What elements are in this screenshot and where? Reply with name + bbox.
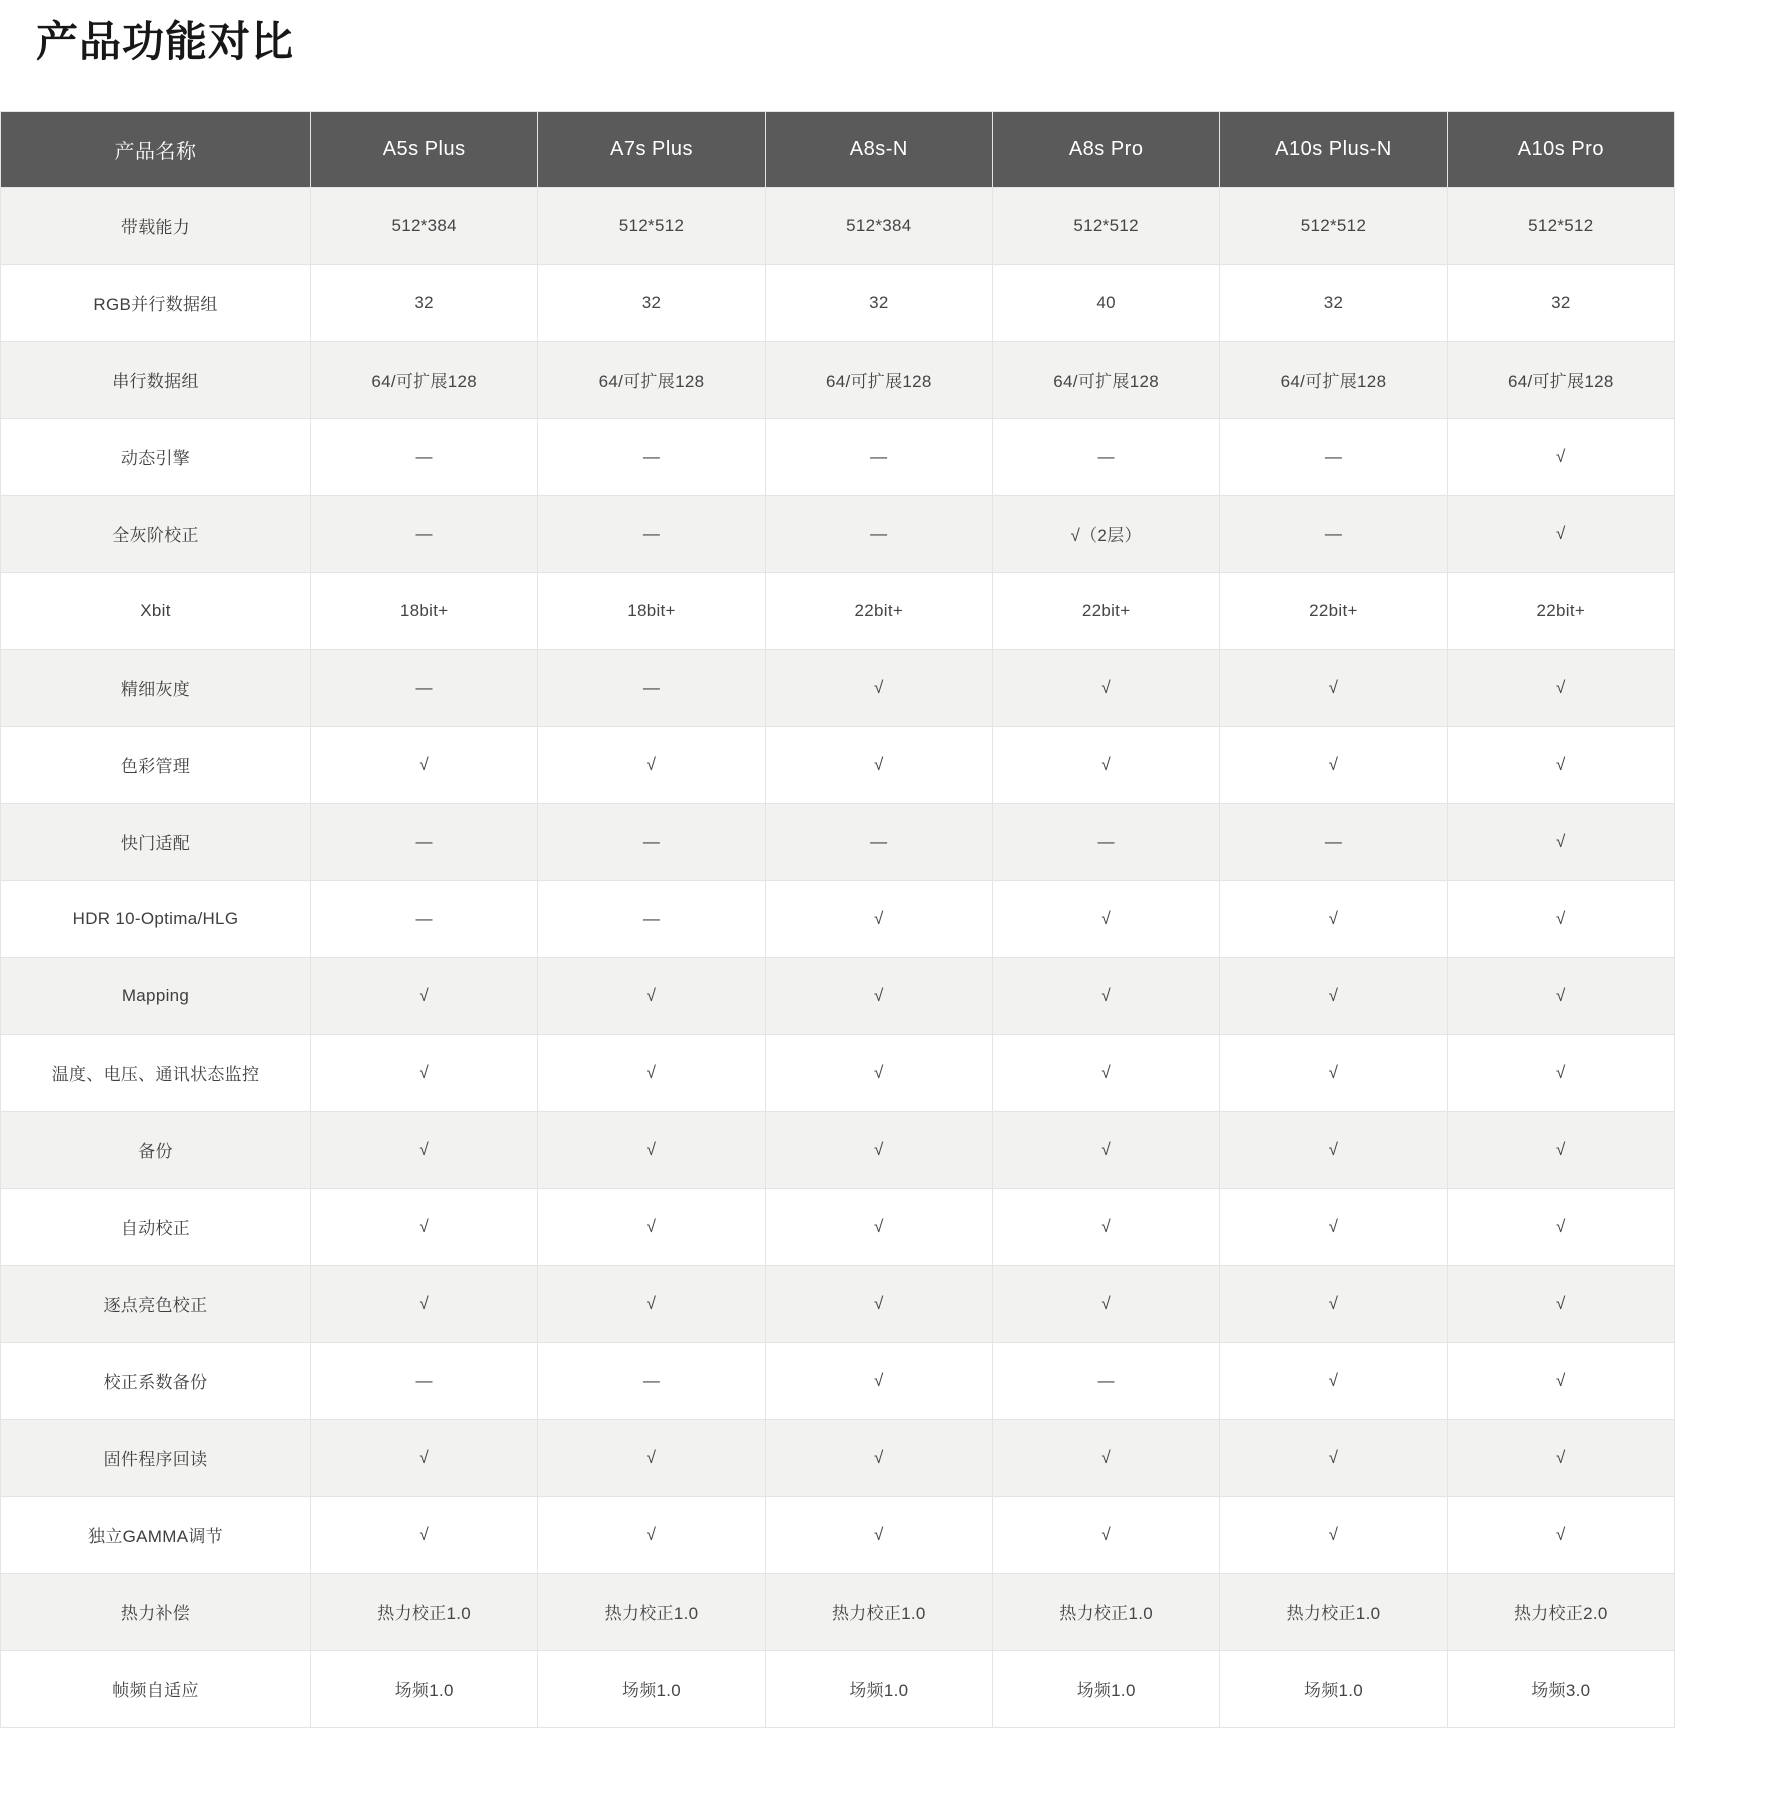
cell-value: 512*512 <box>992 187 1219 264</box>
row-label: 快门适配 <box>1 803 311 880</box>
cell-value: √ <box>992 1111 1219 1188</box>
table-row <box>1 572 1675 649</box>
cell-value: — <box>538 495 765 572</box>
cell-value: √ <box>992 957 1219 1034</box>
cell-value: √ <box>765 880 992 957</box>
table-row <box>1 880 1675 957</box>
row-label: 自动校正 <box>1 1188 311 1265</box>
cell-value: — <box>992 1342 1219 1419</box>
cell-value: — <box>311 649 538 726</box>
cell-value: √ <box>538 1419 765 1496</box>
cell-value: 64/可扩展128 <box>765 341 992 418</box>
table-row <box>1 264 1675 341</box>
page-title: 产品功能对比 <box>36 18 295 65</box>
cell-value: √ <box>765 1496 992 1573</box>
cell-value: 32 <box>538 264 765 341</box>
cell-value: — <box>765 495 992 572</box>
cell-value: √ <box>538 1265 765 1342</box>
cell-value: √ <box>1447 418 1674 495</box>
cell-value: √ <box>1220 880 1447 957</box>
row-label: Xbit <box>1 572 311 649</box>
row-label: 帧频自适应 <box>1 1650 311 1727</box>
row-label: 备份 <box>1 1111 311 1188</box>
table-row <box>1 1573 1675 1650</box>
cell-value: √ <box>1220 1496 1447 1573</box>
cell-value: — <box>538 418 765 495</box>
row-label: 动态引擎 <box>1 418 311 495</box>
cell-value: 64/可扩展128 <box>311 341 538 418</box>
cell-value: √ <box>765 649 992 726</box>
row-label: 精细灰度 <box>1 649 311 726</box>
table-row <box>1 187 1675 264</box>
table-row <box>1 1265 1675 1342</box>
cell-value: 场频3.0 <box>1447 1650 1674 1727</box>
row-label: 温度、电压、通讯状态监控 <box>1 1034 311 1111</box>
cell-value: 22bit+ <box>1447 572 1674 649</box>
table-row <box>1 1342 1675 1419</box>
cell-value: √ <box>311 1111 538 1188</box>
cell-value: √ <box>1447 957 1674 1034</box>
cell-value: √ <box>992 1496 1219 1573</box>
row-label: Mapping <box>1 957 311 1034</box>
cell-value: — <box>538 1342 765 1419</box>
cell-value: √ <box>538 1188 765 1265</box>
product-comparison-table <box>0 111 1675 1728</box>
row-label: 热力补偿 <box>1 1573 311 1650</box>
cell-value: √ <box>1447 803 1674 880</box>
row-label: 独立GAMMA调节 <box>1 1496 311 1573</box>
cell-value: √ <box>765 1265 992 1342</box>
table-row <box>1 1650 1675 1727</box>
column-header: A8s-N <box>765 111 992 187</box>
row-label: 带载能力 <box>1 187 311 264</box>
cell-value: √ <box>538 957 765 1034</box>
cell-value: √ <box>1220 957 1447 1034</box>
row-label: 全灰阶校正 <box>1 495 311 572</box>
cell-value: 64/可扩展128 <box>992 341 1219 418</box>
product-name-header: 产品名称 <box>1 111 311 187</box>
cell-value: √ <box>1220 1419 1447 1496</box>
cell-value: — <box>311 803 538 880</box>
cell-value: 18bit+ <box>311 572 538 649</box>
header-row <box>1 111 1675 187</box>
table-header <box>1 111 1675 187</box>
cell-value: — <box>538 649 765 726</box>
cell-value: √ <box>765 726 992 803</box>
cell-value: √ <box>765 1034 992 1111</box>
cell-value: √ <box>992 726 1219 803</box>
cell-value: √ <box>538 726 765 803</box>
cell-value: √ <box>1220 1188 1447 1265</box>
column-header: A10s Pro <box>1447 111 1674 187</box>
cell-value: 512*384 <box>765 187 992 264</box>
cell-value: √ <box>1220 1034 1447 1111</box>
cell-value: 32 <box>765 264 992 341</box>
table-row <box>1 1188 1675 1265</box>
cell-value: √ <box>311 726 538 803</box>
cell-value: √ <box>992 649 1219 726</box>
row-label: 串行数据组 <box>1 341 311 418</box>
cell-value: 32 <box>1447 264 1674 341</box>
cell-value: 512*512 <box>1220 187 1447 264</box>
row-label: 逐点亮色校正 <box>1 1265 311 1342</box>
cell-value: √ <box>1447 726 1674 803</box>
cell-value: √ <box>311 1188 538 1265</box>
cell-value: √ <box>1447 1496 1674 1573</box>
cell-value: √ <box>992 1419 1219 1496</box>
cell-value: — <box>538 880 765 957</box>
cell-value: √ <box>311 1265 538 1342</box>
cell-value: 场频1.0 <box>765 1650 992 1727</box>
table-row <box>1 341 1675 418</box>
cell-value: — <box>992 418 1219 495</box>
cell-value: √ <box>992 1188 1219 1265</box>
cell-value: 64/可扩展128 <box>538 341 765 418</box>
cell-value: √ <box>765 1188 992 1265</box>
column-header: A7s Plus <box>538 111 765 187</box>
cell-value: 热力校正1.0 <box>311 1573 538 1650</box>
cell-value: √ <box>992 880 1219 957</box>
table-row <box>1 803 1675 880</box>
column-header: A10s Plus-N <box>1220 111 1447 187</box>
table-row <box>1 495 1675 572</box>
cell-value: 512*512 <box>538 187 765 264</box>
table-row <box>1 418 1675 495</box>
cell-value: √ <box>1447 649 1674 726</box>
cell-value: √ <box>538 1111 765 1188</box>
cell-value: 热力校正2.0 <box>1447 1573 1674 1650</box>
cell-value: √ <box>1447 495 1674 572</box>
cell-value: √ <box>1447 1034 1674 1111</box>
cell-value: 18bit+ <box>538 572 765 649</box>
cell-value: 64/可扩展128 <box>1220 341 1447 418</box>
cell-value: √ <box>1220 1111 1447 1188</box>
cell-value: 512*384 <box>311 187 538 264</box>
cell-value: √ <box>765 1342 992 1419</box>
cell-value: 40 <box>992 264 1219 341</box>
cell-value: 512*512 <box>1447 187 1674 264</box>
table-row <box>1 1034 1675 1111</box>
cell-value: 热力校正1.0 <box>538 1573 765 1650</box>
cell-value: √ <box>1447 1188 1674 1265</box>
cell-value: 热力校正1.0 <box>765 1573 992 1650</box>
cell-value: 场频1.0 <box>538 1650 765 1727</box>
cell-value: 场频1.0 <box>992 1650 1219 1727</box>
table-body <box>1 187 1675 1727</box>
cell-value: √ <box>538 1496 765 1573</box>
cell-value: √ <box>1447 1342 1674 1419</box>
cell-value: — <box>992 803 1219 880</box>
cell-value: 22bit+ <box>765 572 992 649</box>
cell-value: 64/可扩展128 <box>1447 341 1674 418</box>
table-row <box>1 1496 1675 1573</box>
table-row <box>1 1419 1675 1496</box>
cell-value: — <box>311 880 538 957</box>
cell-value: — <box>765 418 992 495</box>
table-row <box>1 957 1675 1034</box>
cell-value: 32 <box>1220 264 1447 341</box>
cell-value: — <box>1220 495 1447 572</box>
cell-value: √ <box>1220 649 1447 726</box>
cell-value: √ <box>1220 1265 1447 1342</box>
cell-value: √ <box>1220 1342 1447 1419</box>
table-row <box>1 1111 1675 1188</box>
cell-value: 场频1.0 <box>1220 1650 1447 1727</box>
cell-value: √ <box>765 957 992 1034</box>
row-label: HDR 10-Optima/HLG <box>1 880 311 957</box>
cell-value: √ <box>992 1265 1219 1342</box>
cell-value: — <box>1220 803 1447 880</box>
cell-value: √ <box>1447 1419 1674 1496</box>
cell-value: — <box>765 803 992 880</box>
cell-value: √ <box>311 957 538 1034</box>
cell-value: √ <box>311 1419 538 1496</box>
cell-value: √ <box>992 1034 1219 1111</box>
cell-value: 22bit+ <box>992 572 1219 649</box>
table-row <box>1 726 1675 803</box>
cell-value: √ <box>1447 1265 1674 1342</box>
cell-value: 22bit+ <box>1220 572 1447 649</box>
row-label: 色彩管理 <box>1 726 311 803</box>
cell-value: √（2层） <box>992 495 1219 572</box>
cell-value: — <box>1220 418 1447 495</box>
column-header: A5s Plus <box>311 111 538 187</box>
cell-value: 热力校正1.0 <box>992 1573 1219 1650</box>
cell-value: √ <box>311 1496 538 1573</box>
cell-value: √ <box>538 1034 765 1111</box>
column-header: A8s Pro <box>992 111 1219 187</box>
cell-value: — <box>538 803 765 880</box>
cell-value: — <box>311 1342 538 1419</box>
row-label: RGB并行数据组 <box>1 264 311 341</box>
cell-value: √ <box>1447 1111 1674 1188</box>
cell-value: 32 <box>311 264 538 341</box>
cell-value: √ <box>765 1111 992 1188</box>
cell-value: √ <box>1447 880 1674 957</box>
cell-value: 热力校正1.0 <box>1220 1573 1447 1650</box>
cell-value: √ <box>311 1034 538 1111</box>
cell-value: 场频1.0 <box>311 1650 538 1727</box>
cell-value: √ <box>1220 726 1447 803</box>
cell-value: — <box>311 495 538 572</box>
row-label: 固件程序回读 <box>1 1419 311 1496</box>
row-label: 校正系数备份 <box>1 1342 311 1419</box>
table-row <box>1 649 1675 726</box>
cell-value: — <box>311 418 538 495</box>
cell-value: √ <box>765 1419 992 1496</box>
